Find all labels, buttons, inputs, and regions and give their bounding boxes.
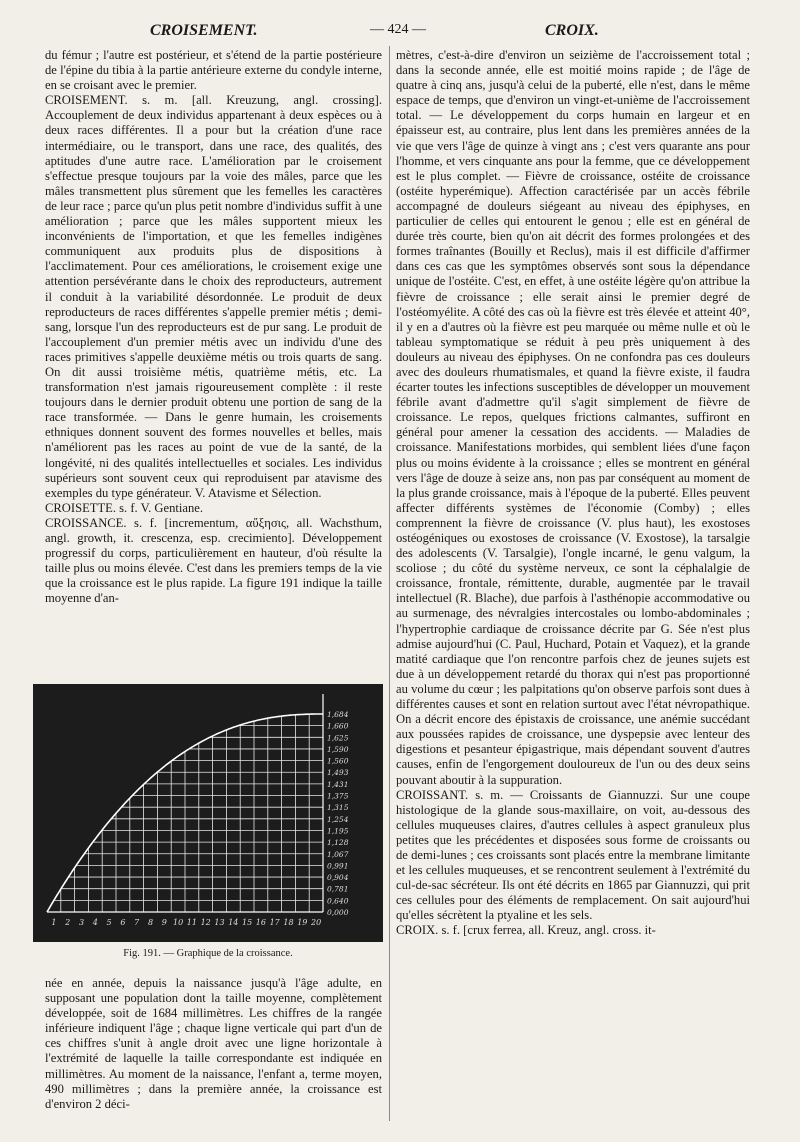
header-left-word: CROISEMENT. bbox=[150, 22, 258, 39]
height-tick-label: 0,904 bbox=[327, 873, 349, 883]
height-tick-label: 1,590 bbox=[327, 744, 349, 754]
age-tick-label: 16 bbox=[255, 918, 266, 927]
entry-croissant: CROISSANT. s. m. — Croissants de Giannuzzi. Sur une coupe histologique de la glande sous-maxillaire, on voit, au-dessous des cellules muqueuses claires, d'autres cellules à aspect granuleux plus petites que les précédentes et disposées sous forme de croissants ou de demi-lunes ; ces croissants sont placés entre la membrane limitante et les cellules muqueuses, et se rencontrent seulement à l'extrémité du cul-de-sac sécréteur. Ils ont été décrits en 1865 par Giannuzzi, qui prit ces cellules pour des éléments de remplacement. On sait aujourd'hui qu'elles sécrètent la ptyaline et les sels. bbox=[396, 787, 750, 923]
entry-croisement: CROISEMENT. s. m. [all. Kreuzung, angl. crossing]. Accouplement de deux individus appartenant à deux espèces ou à deux races différentes. Il a pour but la création d'une race intermédiaire, ou le transport, dans une race, des qualités, des aptitudes d'une autre race. L'amélioration par le croisement s'effectue presque toujours par la voie des mâles, parce que les mâles transmettent plus sûrement que les femelles les caractères de leur race ; parce qu'un plus petit nombre d'individus suffit à une amélioration ; parce que les mâles supportent mieux les inconvénients de l'importation, et que les femelles indigènes communiquent aux produits plus de dispositions à l'acclimatement. Pour ces améliorations, le croisement exige une attention persévérante dans le choix des reproducteurs, autrement il conduit à la variabilité désordonnée. Le produit de deux reproducteurs de races différentes s'appelle premier métis ; demi-sang, lorsque l'un des reproducteurs est de pur sang. Le produit de l'accouplement d'un premier métis avec un individu d'une des races primitives s'appelle deuxième métis ou trois quarts de sang. On dit aussi troisième métis, quatrième métis, etc. La transformation n'est jamais rigoureusement complète : il reste toujours dans le dernier produit obtenu une portion de sang de la race transformée. — Dans le genre humain, les croisements ethniques donnent souvent des formes nouvelles et belles, mais n'améliorent pas les races au point de vue de la santé, de la longévité, ni des qualités intellectuelles et sociales. Les individus supérieurs sont souvent ceux qui reproduisent par atavisme des exemples du type générateur. V. Atavisme et Sélection. bbox=[45, 93, 382, 500]
height-tick-label: 1,375 bbox=[327, 791, 349, 801]
age-tick-label: 7 bbox=[134, 918, 140, 927]
age-tick-label: 14 bbox=[228, 918, 239, 927]
height-tick-label: 0,640 bbox=[327, 896, 349, 906]
grid-group bbox=[47, 714, 323, 912]
height-tick-label: 0,781 bbox=[327, 884, 349, 894]
figure-caption: Fig. 191. — Graphique de la croissance. bbox=[123, 948, 293, 959]
age-tick-label: 9 bbox=[161, 918, 167, 927]
entry-croisette: CROISETTE. s. f. V. Gentiane. bbox=[45, 500, 203, 515]
age-tick-label: 19 bbox=[297, 918, 308, 927]
height-tick-label: 1,315 bbox=[327, 803, 349, 813]
age-tick-label: 8 bbox=[147, 918, 154, 927]
age-tick-label: 20 bbox=[311, 918, 322, 927]
height-tick-label: 1,254 bbox=[327, 814, 349, 824]
growth-chart-figure bbox=[33, 684, 383, 942]
height-tick-label: 1,431 bbox=[327, 779, 349, 789]
age-tick-label: 11 bbox=[186, 918, 197, 927]
left-column-top bbox=[45, 48, 382, 606]
height-tick-label: 1,625 bbox=[327, 733, 349, 743]
age-tick-label: 2 bbox=[65, 918, 71, 927]
entry-croix: CROIX. s. f. [crux ferrea, all. Kreuz, angl. cross. it- bbox=[396, 923, 656, 938]
age-tick-label: 18 bbox=[283, 918, 294, 927]
height-tick-label: 0,991 bbox=[327, 861, 349, 871]
column-rule bbox=[389, 46, 390, 1121]
height-tick-label: 1,195 bbox=[327, 826, 349, 836]
left-column-bottom bbox=[45, 976, 382, 1112]
growth-chart bbox=[33, 684, 383, 942]
age-tick-label: 3 bbox=[78, 918, 85, 927]
age-tick-label: 1 bbox=[51, 918, 57, 927]
age-tick-label: 6 bbox=[120, 918, 126, 927]
right-column bbox=[396, 48, 750, 939]
page-number: — 424 — bbox=[370, 22, 426, 37]
header-right-word: CROIX. bbox=[545, 22, 599, 39]
height-tick-label: 1,493 bbox=[327, 768, 349, 778]
height-tick-label: 1,684 bbox=[327, 710, 349, 719]
height-tick-label: 1,660 bbox=[327, 721, 349, 731]
age-tick-label: 4 bbox=[92, 918, 98, 927]
height-tick-label: 1,067 bbox=[327, 849, 349, 859]
running-header bbox=[0, 8, 800, 38]
paragraph-femur: du fémur ; l'autre est postérieur, et s'étend de la partie postérieure de l'épine du tibia à la partie antérieure externe du condyle interne, en se croisant avec le premier. bbox=[45, 48, 382, 93]
height-tick-label: 1,560 bbox=[327, 756, 349, 766]
paragraph-growth-continued: mètres, c'est-à-dire d'environ un seizième de l'accroissement total ; dans la seconde année, elle est moitié moins rapide ; de l'âge de quatre à cinq ans, jusqu'à celui de la puberté, elle n'est, dans le même espace de temps, que d'environ un vingt-et-unième de l'accroissement total. — Le développement du corps humain en largeur et en épaisseur est, au contraire, plus lent dans les premières années de la vie que vers l'âge de quinze à vingt ans ; c'est vers quarante ans pour l'homme, et vers cinquante ans pour la femme, que ce développement est le plus complet. — Fièvre de croissance, ostéite de croissance (ostéite hyperémique). Affection caractérisée par un accès fébrile accompagné de douleurs siégeant au niveau des épiphyses, en particulier de celles qui entourent le genou ; elle est en général de durée très courte, bien qu'on ait décrit des formes prolongées et des formes traînantes (Bouilly et Reclus), mais il est difficile d'affirmer dans ces cas que les symptômes observés sont sous la dépendance unique de l'ostéite. C'est, en effet, à une ostéite légère qu'on attribue la fièvre de croissance ; elle serait ainsi le premier degré de l'ostéomyélite. A côté des cas où la fièvre est très élevée et atteint 40°, il y en a d'autres où la fièvre est peu marquée ou même nulle et où le tableau symptomatique se réduit à peu près uniquement à des douleurs au niveau des épiphyses. On ne confondra pas ces douleurs avec des douleurs rhumatismales, et quand la fièvre existe, il faudra écarter toutes les infections susceptibles de développer un mouvement fébrile avant d'admettre qu'il s'agit simplement de fièvre de croissance. Le repos, quelques frictions calmantes, suffiront en général pour amener la cessation des accidents. — Maladies de croissance. Manifestations morbides, qui semblent liées d'une façon plus ou moins évidente à la croissance ; elles se montrent en général vers l'âge de douze à seize ans, non pas par conséquent au moment de la plus grande croissance, mais à l'époque de la puberté. Elles peuvent affecter différents systèmes de l'économie (Comby) ; elles comprennent la fièvre de croissance (V. plus haut), les exostoses ostéogéniques ou exostoses de croissance (V. Exostose), la tarsalgie des adolescents (V. Tarsalgie), l'ongle incarné, le genu valgum, la scoliose ; du côté du système nerveux, ce sont la céphalalgie de croissance, frontale, rémittente, durable, augmentée par le travail intellectuel (R. Blache), due parfois à l'asthénopie accommodative ou au surmenage, des névralgies intercostales ou lombo-abdominales ; l'hypertrophie cardiaque de croissance décrite par G. Sée n'est plus admise aujourd'hui (C. Paul, Huchard, Potain et Vaquez), et la grande matité cardiaque que l'on rencontre parfois chez de jeunes sujets est due à un développement retardé du thorax qui n'est pas proportionné au volume du cœur ; les palpitations qu'on observe parfois sont dues à différentes causes et sont en relation surtout avec l'état névropathique. On a décrit encore des épistaxis de croissance, une anémie succédant aux poussées rapides de croissance, une dyspepsie avec lenteur des digestions et pesanteur épigastrique, mais dépendant souvent d'autres causes, enfin de l'engorgement douloureux de l'un ou des deux seins pouvant aboutir à la suppuration. bbox=[396, 48, 750, 787]
paragraph-growth-explanation: née en année, depuis la naissance jusqu'à l'âge adulte, en supposant une population dont la taille moyenne, complètement développée, soit de 1684 millimètres. Les chiffres de la rangée inférieure indiquent l'âge ; chaque ligne verticale qui part d'un de ces chiffres s'unit à angle droit avec une ligne horizontale à l'extrémité de laquelle la taille correspondante est indiquée en millimètres. Au moment de la naissance, l'enfant a, terme moyen, 490 millimètres ; dans la première année, la croissance est d'environ 2 déci- bbox=[45, 976, 382, 1111]
age-tick-label: 15 bbox=[242, 918, 253, 927]
age-tick-label: 10 bbox=[173, 918, 184, 927]
age-tick-label: 5 bbox=[106, 918, 112, 927]
age-tick-label: 17 bbox=[269, 918, 280, 927]
entry-croissance: CROISSANCE. s. f. [incrementum, αὔξησις, all. Wachsthum, angl. growth, it. crescenza, esp. crecimiento]. Développement progressif du corps, particulièrement en hauteur, d'où résulte la taille plus ou moins élevée. C'est dans les premiers temps de la vie que la croissance est le plus rapide. La figure 191 indique la taille moyenne d'an- bbox=[45, 515, 382, 606]
age-tick-label: 12 bbox=[200, 918, 211, 927]
height-tick-label: 1,128 bbox=[327, 838, 349, 848]
height-tick-label: 0,000 bbox=[327, 908, 349, 917]
age-tick-label: 13 bbox=[214, 918, 225, 927]
